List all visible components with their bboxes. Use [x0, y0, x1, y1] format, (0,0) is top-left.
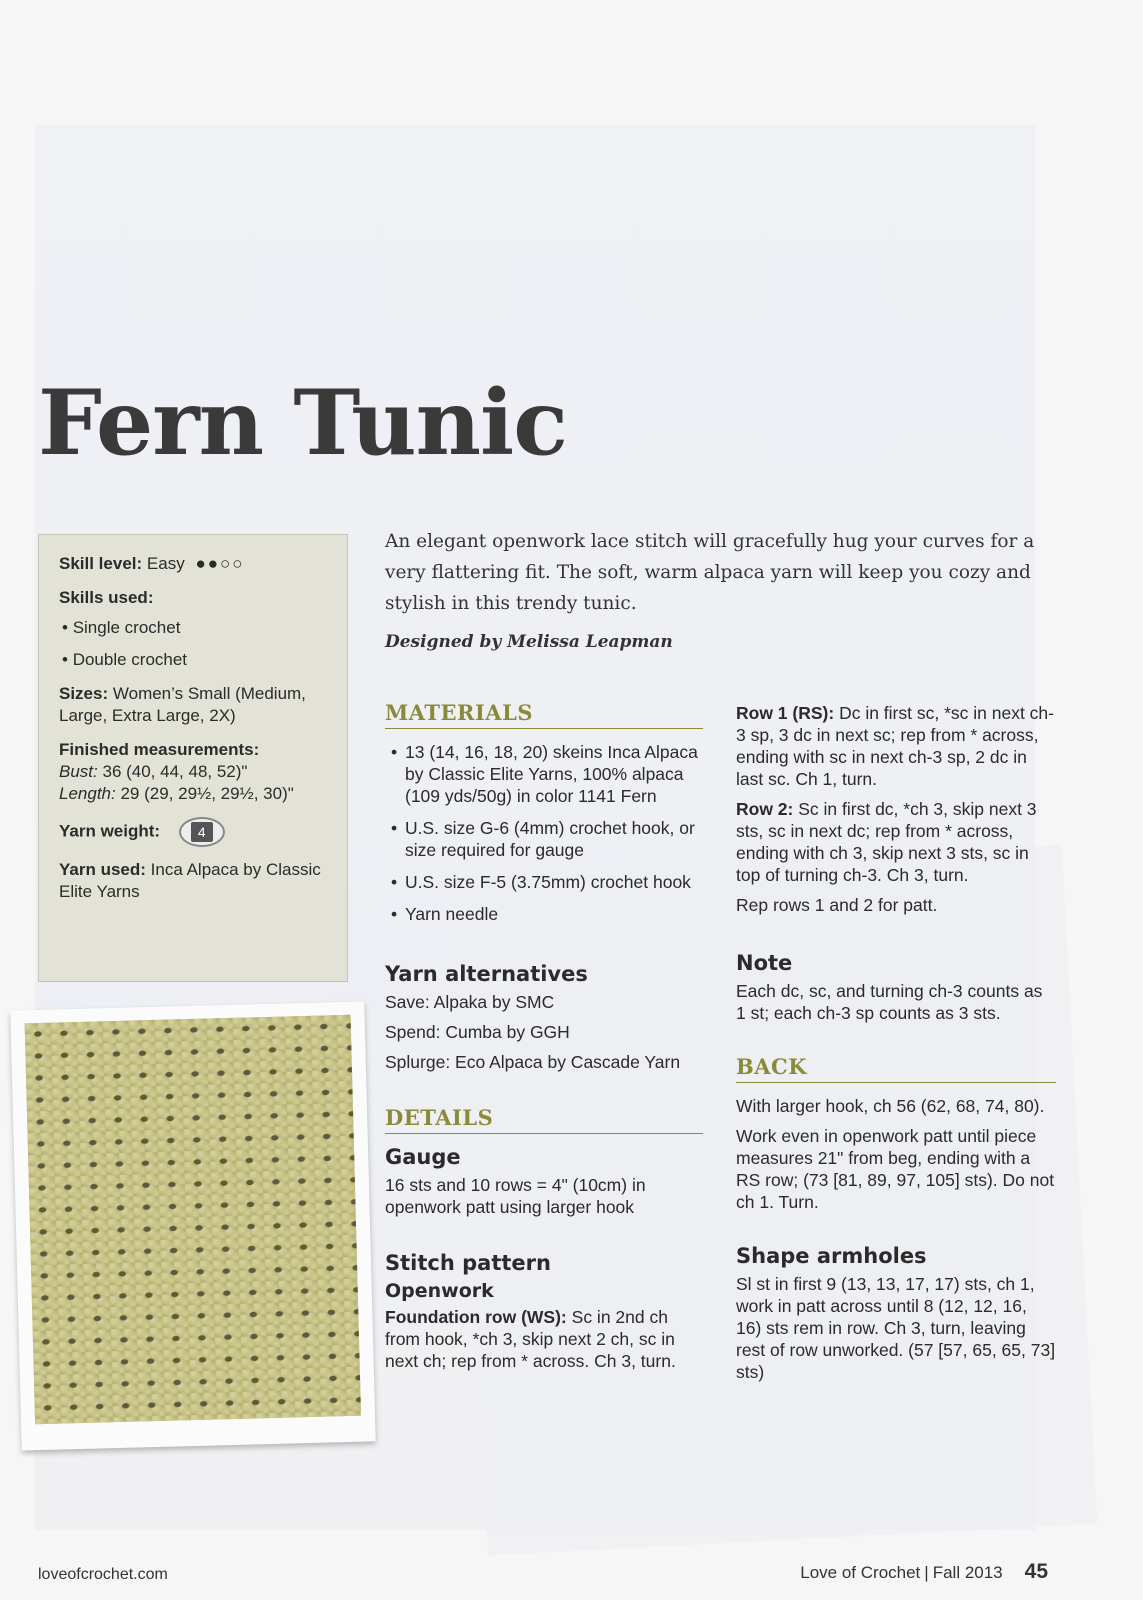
materials-list — [385, 741, 703, 925]
yarn-alt-save: Save: Alpaka by SMC — [385, 992, 555, 1012]
column-materials-details — [385, 702, 703, 1380]
page-title: Fern Tunic — [38, 370, 567, 476]
byline: Designed by Melissa Leapman — [385, 632, 673, 652]
bust-label: Bust: — [59, 762, 98, 781]
materials-heading: MATERIALS — [385, 702, 703, 729]
list-item: • Double crochet — [59, 649, 329, 671]
note-text: Each dc, sc, and turning ch-3 counts as 1 st; each ch-3 sp counts as 3 sts. — [736, 981, 1043, 1023]
row-1-text: Dc in first sc, *sc in next ch-3 sp, 3 dc in next sc; rep from * across, ending with sc in next ch-3 sp, 2 dc in last sc. Ch 1, turn. — [736, 703, 1054, 789]
yarn-weight — [59, 817, 329, 847]
note-heading: Note — [736, 951, 793, 975]
page-number: 45 — [1024, 1560, 1048, 1583]
skill-level — [59, 553, 329, 575]
row-2-label: Row 2: — [736, 799, 794, 819]
yarn-weight-value: 4 — [191, 822, 213, 842]
list-item: • Single crochet — [59, 617, 329, 639]
foundation-row-label: Foundation row (WS): — [385, 1307, 567, 1327]
bust-value: 36 (40, 44, 48, 52)" — [102, 762, 248, 781]
yarn-alt-splurge: Splurge: Eco Alpaca by Cascade Yarn — [385, 1052, 681, 1072]
sizes-value: Women’s Small (Medium, Large, Extra Large, 2X) — [59, 684, 306, 725]
sizes-label: Sizes: — [59, 684, 109, 703]
footer-website: loveofcrochet.com — [38, 1566, 168, 1583]
back-heading: BACK — [736, 1056, 1056, 1083]
openwork-heading: Openwork — [385, 1280, 494, 1302]
footer-magazine: Love of Crochet — [800, 1563, 921, 1582]
list-item: • U.S. size F-5 (3.75mm) crochet hook — [385, 871, 703, 893]
info-sidebar — [38, 534, 348, 982]
list-item: • 13 (14, 16, 18, 20) skeins Inca Alpaca by Classic Elite Yarns, 100% alpaca (109 yds/50g) in color 1141 Fern — [385, 741, 703, 807]
footer-separator: | — [924, 1563, 929, 1582]
yarn-alternatives-heading: Yarn alternatives — [385, 962, 588, 986]
skill-level-value: Easy — [146, 554, 185, 573]
yarn-used — [59, 859, 329, 903]
skill-level-dots: ●●○○ — [195, 554, 245, 573]
length-value: 29 (29, 29½, 29½, 30)" — [120, 784, 294, 803]
back-paragraph-2: Work even in openwork patt until piece measures 21" from beg, ending with a RS row; (73 [81, 89, 97, 105] sts). Do not ch 1. Turn. — [736, 1126, 1055, 1212]
yarn-weight-label: Yarn weight: — [59, 821, 161, 841]
list-item: • Yarn needle — [385, 903, 703, 925]
skill-level-label: Skill level: — [59, 554, 143, 573]
skills-used-list — [59, 617, 329, 671]
row-2 — [736, 798, 1056, 886]
finished-measurements — [59, 739, 329, 805]
row-1-label: Row 1 (RS): — [736, 703, 835, 723]
back-paragraph-1: With larger hook, ch 56 (62, 68, 74, 80). — [736, 1096, 1045, 1116]
shape-armholes-text: Sl st in first 9 (13, 13, 17, 17) sts, ch 1, work in patt across until 8 (12, 12, 16, 16) sts rem in row. Ch 3, turn, leaving rest of row unworked. (57 [57, 65, 65, 73] sts) — [736, 1274, 1056, 1382]
stitch-pattern-heading: Stitch pattern — [385, 1251, 551, 1275]
list-item: • U.S. size G-6 (4mm) crochet hook, or size required for gauge — [385, 817, 703, 861]
details-heading: DETAILS — [385, 1107, 703, 1134]
swatch-image — [25, 1015, 361, 1424]
yarn-weight-icon — [179, 817, 225, 847]
skills-used-label: Skills used: — [59, 588, 154, 607]
stitch-swatch-photo — [10, 1001, 375, 1450]
sizes — [59, 683, 329, 727]
yarn-alt-spend: Spend: Cumba by GGH — [385, 1022, 570, 1042]
intro-text: An elegant openwork lace stitch will gracefully hug your curves for a very flattering fit. The soft, warm alpaca yarn will keep you cozy and stylish in this trendy tunic. — [385, 531, 1035, 614]
skills-used-heading — [59, 587, 329, 609]
gauge-text: 16 sts and 10 rows = 4" (10cm) in openwork patt using larger hook — [385, 1175, 646, 1217]
gauge-heading: Gauge — [385, 1145, 461, 1169]
foundation-row-text: Sc in 2nd ch from hook, *ch 3, skip next 2 ch, sc in next ch; rep from * across. Ch 3, turn. — [385, 1307, 676, 1371]
finished-label: Finished measurements: — [59, 740, 260, 759]
yarn-used-label: Yarn used: — [59, 860, 146, 879]
column-rows-back — [736, 702, 1056, 1391]
row-2-text: Sc in first dc, *ch 3, skip next 3 sts, sc in next dc; rep from * across, ending with ch 3, skip next 3 sts, sc in top of turning ch-3. Ch 3, turn. — [736, 799, 1037, 885]
footer-folio — [800, 1560, 1048, 1584]
shape-armholes-heading: Shape armholes — [736, 1244, 927, 1268]
length-label: Length: — [59, 784, 116, 803]
repeat-text: Rep rows 1 and 2 for patt. — [736, 895, 938, 915]
foundation-row — [385, 1306, 703, 1372]
row-1 — [736, 702, 1056, 790]
yarn-used-value: Inca Alpaca by Classic Elite Yarns — [59, 860, 321, 901]
footer-issue: Fall 2013 — [932, 1563, 1003, 1582]
